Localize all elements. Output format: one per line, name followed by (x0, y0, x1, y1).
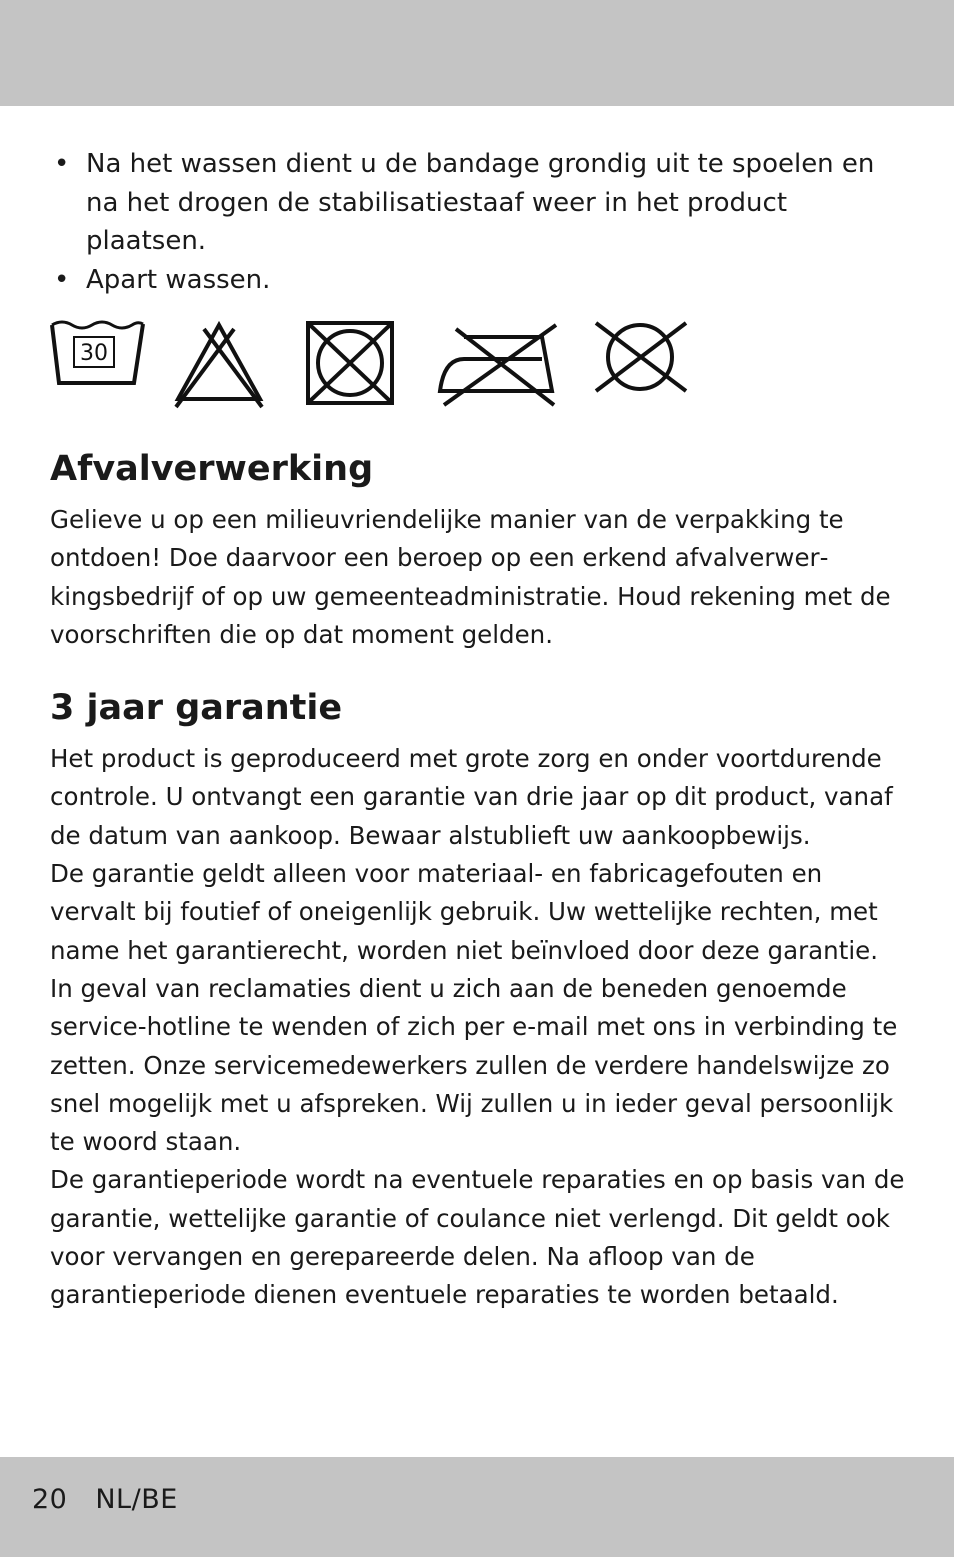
garantie-paragraph-1: Het product is geproduceerd met grote zorg en onder voortdurende controle. U ontvangt een garantie van drie jaar op dit product, vanaf de datum van aankoop. Bewaar alstublieft uw aankoopbewijs. (50, 744, 893, 850)
page-content (50, 145, 906, 1315)
page-footer (32, 1484, 206, 1515)
bullet-rinse: • Na het wassen dient u de bandage grondig uit te spoelen en na het drogen de stabilisatiestaaf weer in het product plaatsen. (50, 145, 906, 261)
page-number: 20 (32, 1484, 68, 1515)
page-locale: NL/BE (95, 1484, 178, 1515)
afval-heading: Afvalverwerking (50, 449, 374, 489)
no-dry-clean-icon (590, 319, 690, 399)
no-tumble-dry-icon (302, 319, 398, 407)
garantie-paragraph-2: De garantie geldt alleen voor materiaal- en fabricagefouten en vervalt bij foutief of oneigenlijk gebruik. Uw wettelijke rechten, met name het garantierecht, worden niet beïnvloed door deze garantie. In geval van reclamaties dient u zich aan de beneden genoemde service-hotline te wenden of zich per e-mail met ons in verbinding te zetten. Onze servicemedewerkers zullen de verdere handelswijze zo snel mogelijk met u afspreken. Wij zullen u in ieder geval persoonlijk te woord staan. (50, 859, 898, 1157)
header-band (0, 0, 954, 106)
garantie-heading: 3 jaar garantie (50, 688, 343, 729)
care-symbols (50, 319, 906, 419)
washing-instructions (50, 145, 906, 299)
afval-text-block (50, 501, 906, 654)
garantie-text-block (50, 740, 906, 1314)
no-bleach-icon (172, 319, 267, 409)
wash-temperature: 30 (80, 341, 108, 366)
wash-30-icon (50, 319, 145, 399)
bullet-wash-separately: • Apart wassen. (50, 261, 906, 300)
afval-text: Gelieve u op een milieuvriendelijke manier van de verpakking te ontdoen! Doe daarvoor een beroep op een erkend afvalverwerkingsbedrijf of op uw gemeenteadministratie. Houd rekening met de voorschriften die op dat moment gelden. (50, 505, 891, 649)
no-iron-icon (434, 319, 562, 409)
garantie-paragraph-3: De garantieperiode wordt na eventuele reparaties en op basis van de garantie, wettelijke garantie of coulance niet verlengd. Dit geldt ook voor vervangen en gerepareerde delen. Na afloop van de garantieperiode dienen eventuele reparaties te worden betaald. (50, 1165, 905, 1310)
